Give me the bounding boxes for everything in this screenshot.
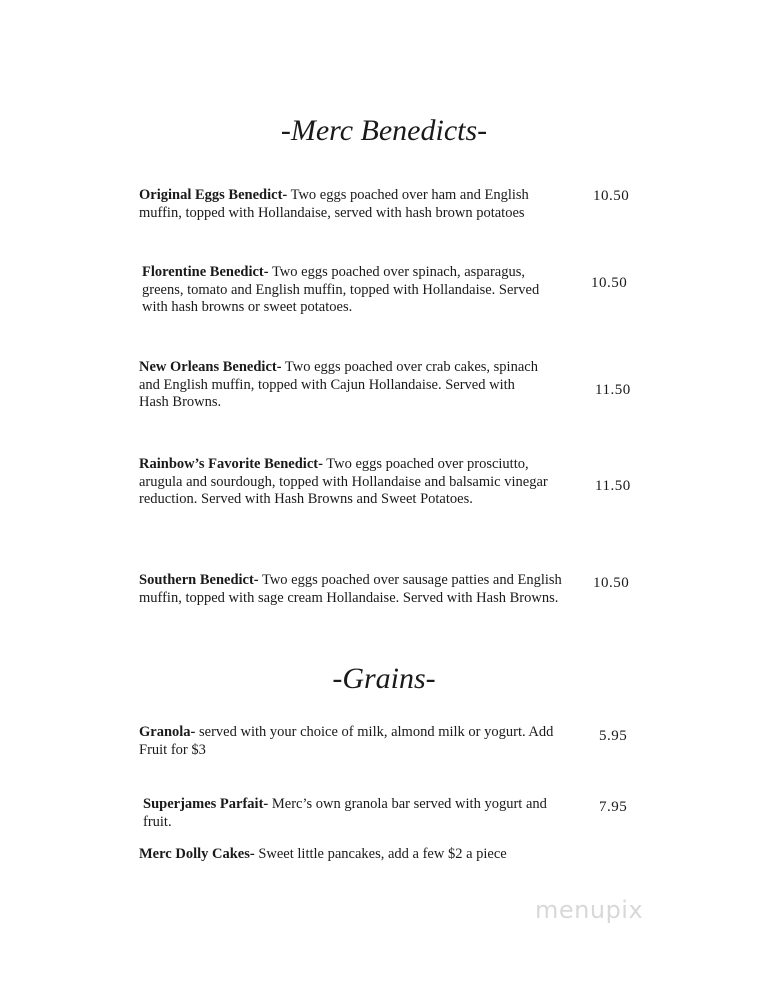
item-description: Two eggs poached over sausage patties and English muffin, topped with sage cream Hollandaise. Served with Hash Browns.	[139, 572, 562, 606]
item-price: 10.50	[593, 188, 630, 204]
item-price: 11.50	[595, 478, 631, 494]
item-description: Two eggs poached over spinach, asparagus, greens, tomato and English muffin, topped with Hollandaise. Served with hash browns or sweet potatoes.	[142, 264, 540, 315]
item-price: 11.50	[595, 382, 631, 398]
menu-item-original-eggs-benedict	[139, 187, 564, 222]
item-description: Two eggs poached over ham and English muffin, topped with Hollandaise, served with hash brown potatoes	[139, 187, 529, 221]
menu-item-merc-dolly-cakes	[139, 846, 579, 864]
item-name: Merc Dolly Cakes-	[139, 846, 255, 862]
item-name: Southern Benedict-	[139, 572, 259, 588]
item-name: Rainbow’s Favorite Benedict-	[139, 456, 323, 472]
menu-item-rainbows-favorite-benedict	[139, 456, 559, 509]
menu-item-superjames-parfait	[143, 796, 563, 831]
menu-item-southern-benedict	[139, 572, 564, 607]
item-description: Two eggs poached over crab cakes, spinach and English muffin, topped with Cajun Hollandaise. Served with Hash Browns.	[139, 359, 538, 410]
section-title-benedicts: -Merc Benedicts-	[280, 114, 488, 147]
item-price: 5.95	[599, 728, 628, 744]
item-description: Two eggs poached over prosciutto, arugula and sourdough, topped with Hollandaise and balsamic vinegar reduction. Served with Hash Browns and Sweet Potatoes.	[139, 456, 548, 507]
item-description: Merc’s own granola bar served with yogurt and fruit.	[143, 796, 547, 830]
menupix-watermark: menupix	[535, 896, 644, 924]
section-title-grains: -Grains-	[332, 662, 436, 695]
item-name: Florentine Benedict-	[142, 264, 269, 280]
item-description: Sweet little pancakes, add a few $2 a piece	[254, 846, 507, 862]
menu-item-granola	[139, 724, 564, 759]
menu-item-florentine-benedict	[142, 264, 562, 317]
item-name: Granola-	[139, 724, 196, 740]
item-price: 7.95	[599, 799, 628, 815]
item-name: Superjames Parfait-	[143, 796, 269, 812]
menu-item-new-orleans-benedict	[139, 359, 544, 412]
item-name: Original Eggs Benedict-	[139, 187, 288, 203]
item-name: New Orleans Benedict-	[139, 359, 282, 375]
item-description: served with your choice of milk, almond milk or yogurt. Add Fruit for $3	[139, 724, 554, 758]
item-price: 10.50	[593, 575, 630, 591]
item-price: 10.50	[591, 275, 628, 291]
